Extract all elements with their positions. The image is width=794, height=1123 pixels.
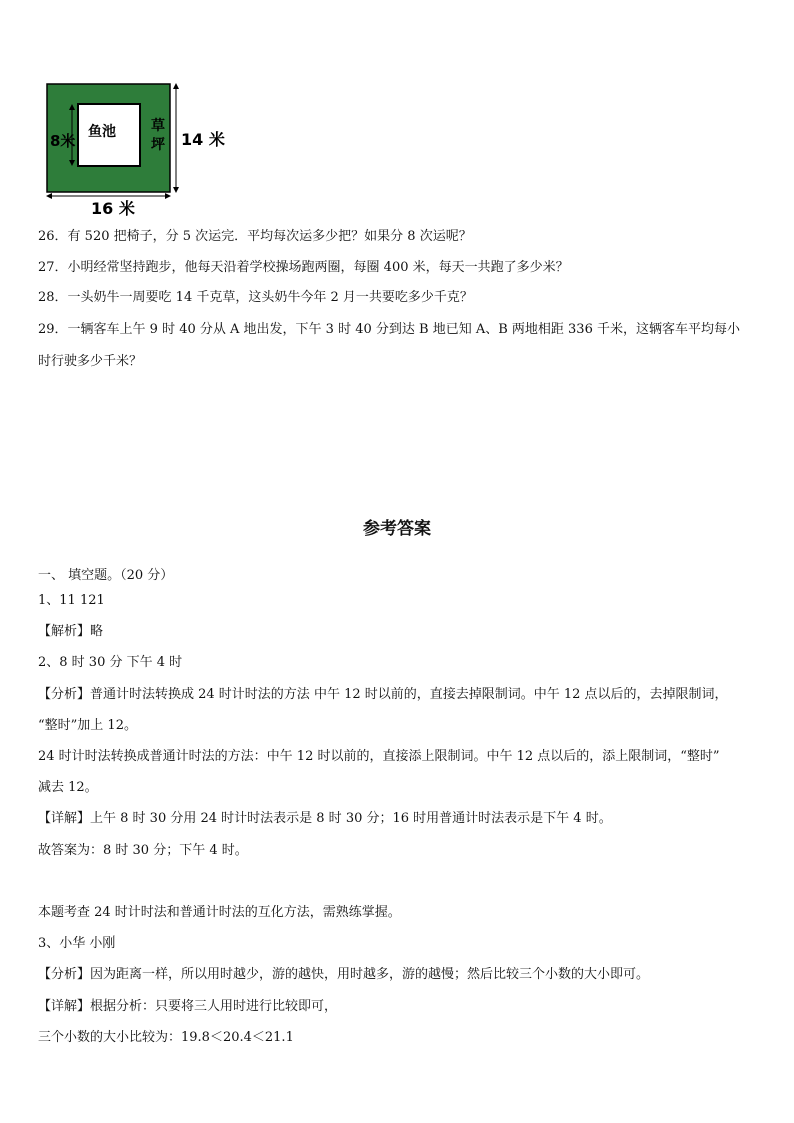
answer-line: “整时”加上 12。: [38, 718, 137, 733]
answer-line: 减去 12。: [38, 780, 98, 795]
answer-line: 本题考查 24 时计时法和普通计时法的互化方法，需熟练掌握。: [38, 905, 401, 920]
pond-label: 鱼池: [88, 124, 116, 140]
width-label: 16 米: [91, 199, 135, 218]
question-26: 26．有 520 把椅子，分 5 次运完．平均每次运多少把？如果分 8 次运呢？: [38, 229, 472, 244]
arrowhead-right: [165, 193, 171, 199]
arrowhead-up: [173, 83, 179, 89]
pond-height-label: 8米: [50, 132, 76, 150]
arrowhead-down: [173, 187, 179, 193]
answer-line: 【分析】普通计时法转换成 24 时计时法的方法 中午 12 时以前的，直接去掉限制词。中午 12 点以后的，去掉限制词，: [38, 687, 728, 702]
pond-lawn-figure: [0, 0, 240, 225]
answer-line: 24 时计时法转换成普通计时法的方法：中午 12 时以前的，直接添上限制词。中午 12 点以后的，添上限制词，“整时”: [38, 749, 720, 764]
question-29-continued: 时行驶多少千米？: [38, 354, 143, 369]
section-heading: 一、 填空题。（20 分）: [38, 568, 174, 583]
arrowhead-left: [46, 193, 52, 199]
question-29: 29．一辆客车上午 9 时 40 分从 A 地出发，下午 3 时 40 分到达 B 地已知 A、B 两地相距 336 千米，这辆客车平均每小: [38, 322, 740, 337]
answer-line: 【分析】因为距离一样，所以用时越少，游的越快，用时越多，游的越慢；然后比较三个小数的大小即可。: [38, 967, 650, 982]
answer-line: 故答案为：8 时 30 分；下午 4 时。: [38, 843, 248, 858]
answers-title: 参考答案: [363, 519, 431, 539]
answer-line: 3、小华 小刚: [38, 936, 116, 951]
lawn-label-top: 草: [151, 118, 165, 134]
answer-line: 【解析】略: [38, 624, 104, 639]
answer-line: 【详解】根据分析：只要将三人用时进行比较即可，: [38, 999, 338, 1014]
answer-line: 2、8 时 30 分 下午 4 时: [38, 655, 183, 670]
answer-line: 【详解】上午 8 时 30 分用 24 时计时法表示是 8 时 30 分；16 时用普通计时法表示是下午 4 时。: [38, 811, 612, 826]
answer-line: 三个小数的大小比较为：19.8＜20.4＜21.1: [38, 1030, 294, 1045]
height-label: 14 米: [181, 130, 225, 149]
question-27: 27．小明经常坚持跑步，他每天沿着学校操场跑两圈，每圈 400 米，每天一共跑了多少米？: [38, 260, 569, 275]
answer-line: 1、11 121: [38, 593, 105, 608]
question-28: 28．一头奶牛一周要吃 14 千克草，这头奶牛今年 2 月一共要吃多少千克？: [38, 290, 473, 305]
lawn-label-bottom: 坪: [151, 137, 165, 153]
